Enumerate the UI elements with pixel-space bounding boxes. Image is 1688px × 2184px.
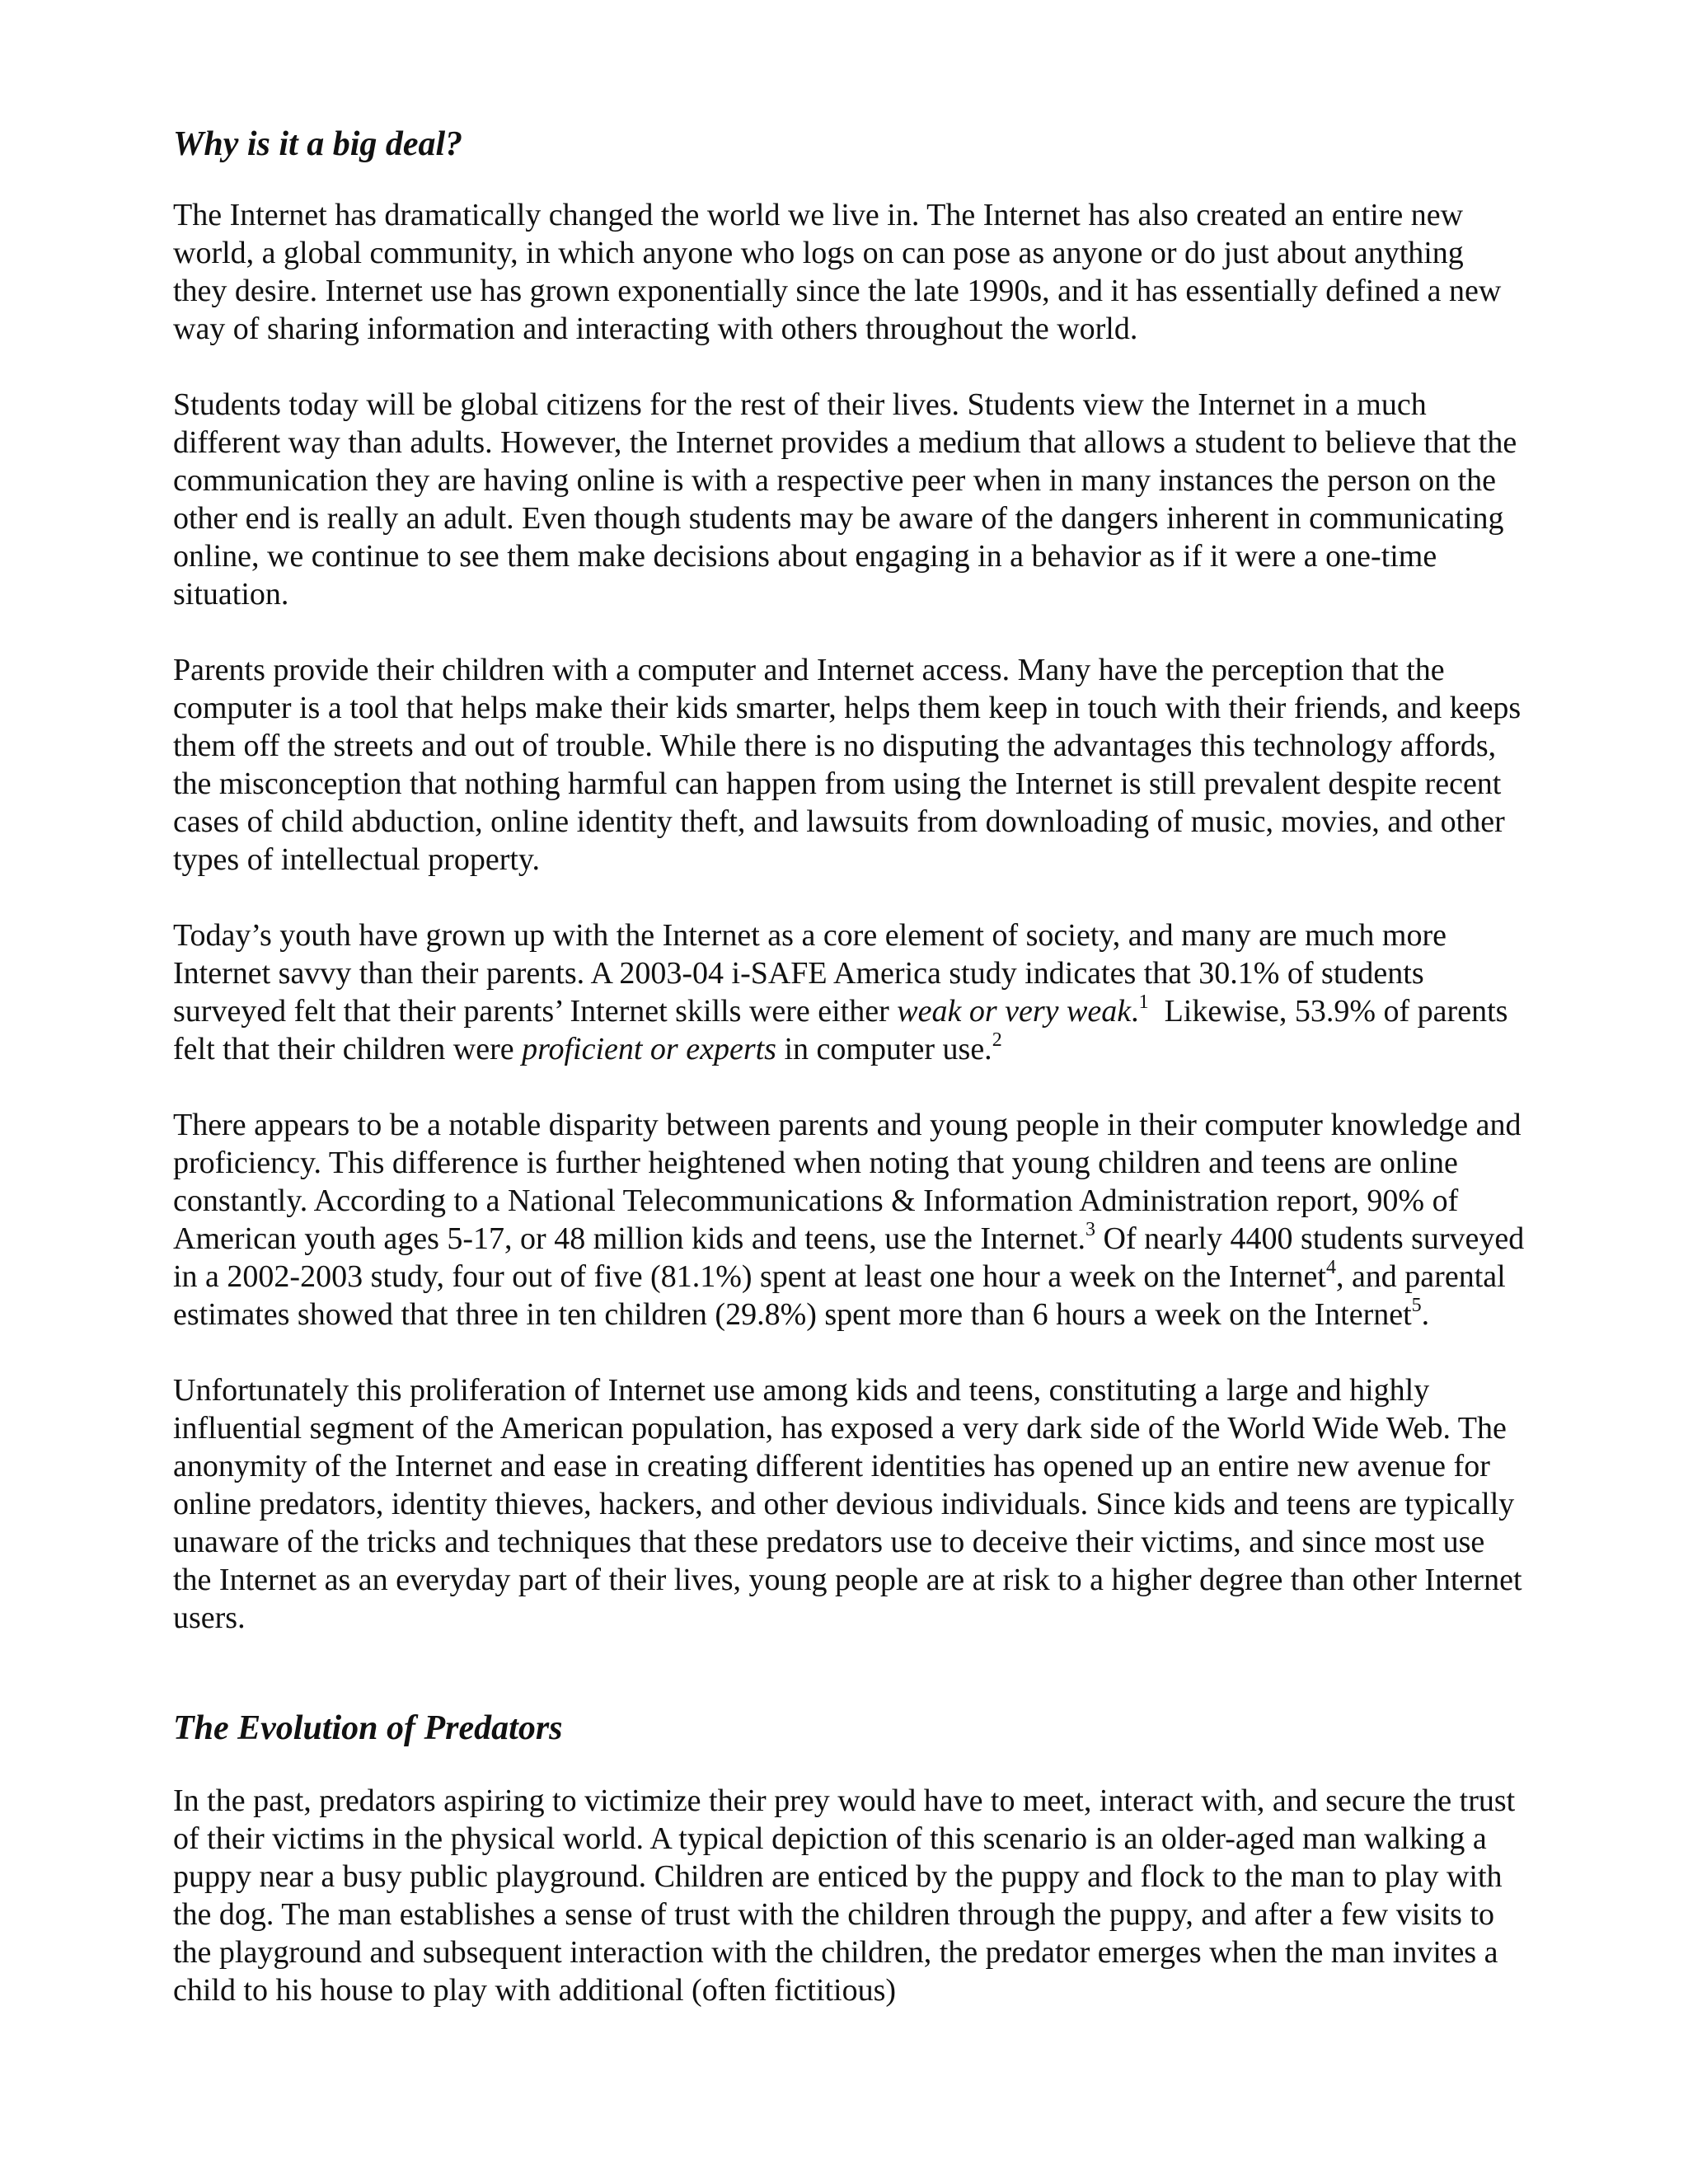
footnote-marker-4: 4 <box>1325 1257 1336 1279</box>
text-run: . <box>1131 994 1139 1029</box>
paragraph-notable-disparity <box>173 1106 1525 1333</box>
text-run: There appears to be a notable disparity between parents and young people in their computer knowledge and proficiency. This difference is further heightened when noting that young children and teens are online constantly. According to a National Telecommunications & Information Administration report, 90% of American youth ages 5-17, or 48 million kids and teens, use the Internet. <box>173 1108 1522 1256</box>
footnote-marker-5: 5 <box>1411 1295 1422 1317</box>
paragraph-proliferation-dark-side: Unfortunately this proliferation of Internet use among kids and teens, constituting a large and highly influential segment of the American population, has exposed a very dark side of the World Wide Web. The anonymity of the Internet and ease in creating different identities has opened up an entire new avenue for online predators, identity thieves, hackers, and other devious individuals. Since kids and teens are typically unaware of the tricks and techniques that these predators use to deceive their victims, and since most use the Internet as an everyday part of their lives, young people are at risk to a higher degree than other Internet users. <box>173 1373 1522 1635</box>
document-page <box>173 124 1525 2009</box>
text-run: Of nearly 4400 students surveyed in a 2002-2003 study, four out of five (81.1%) spent at least one hour a week on the Internet <box>173 1221 1525 1294</box>
text-run: , and parental estimates showed that three in ten children (29.8%) spent more than 6 hours a week on the Internet <box>173 1259 1506 1332</box>
emphasis-proficient-or-experts: proficient or experts <box>522 1032 776 1066</box>
text-run: in computer use. <box>776 1032 992 1066</box>
text-run: Likewise, 53.9% of parents felt that their children were <box>173 994 1516 1066</box>
section-heading-why-big-deal: Why is it a big deal? <box>173 125 463 163</box>
text-run: . <box>1421 1297 1430 1332</box>
footnote-marker-2: 2 <box>992 1029 1002 1052</box>
emphasis-weak-or-very-weak: weak or very weak <box>897 994 1132 1029</box>
paragraph-students-global-citizens: Students today will be global citizens for the rest of their lives. Students view the Internet in a much different way than adults. However, the Internet provides a medium that allows a student to believe that the communication they are having online is with a respective peer when in many instances the person on the other end is really an adult. Even though students may be aware of the dangers inherent in communicating online, we continue to see them make decisions about engaging in a behavior as if it were a one-time situation. <box>173 387 1517 612</box>
text-run: Today’s youth have grown up with the Internet as a core element of society, and many are much more Internet savvy than their parents. A 2003-04 i-SAFE America study indicates that 30.1% of students surveyed felt that their parents’ Internet skills were either <box>173 918 1447 1029</box>
paragraph-internet-changed-world: The Internet has dramatically changed the world we live in. The Internet has also created an entire new world, a global community, in which anyone who logs on can pose as anyone or do just about anything they desire. Internet use has grown exponentially since the late 1990s, and it has essentially defined a new way of sharing information and interacting with others throughout the world. <box>173 198 1502 346</box>
paragraph-predators-in-the-past: In the past, predators aspiring to victimize their prey would have to meet, interact with, and secure the trust of their victims in the physical world. A typical depiction of this scenario is an older-aged man walking a puppy near a busy public playground. Children are enticed by the puppy and flock to the man to play with the dog. The man establishes a sense of trust with the children through the puppy, and after a few visits to the playground and subsequent interaction with the children, the predator emerges when the man invites a child to his house to play with additional (often fictitious) <box>173 1783 1516 2008</box>
footnote-marker-1: 1 <box>1138 991 1149 1014</box>
paragraph-youth-internet-savvy <box>173 916 1525 1068</box>
footnote-marker-3: 3 <box>1085 1219 1096 1241</box>
paragraph-parents-provide-computers: Parents provide their children with a computer and Internet access. Many have the perception that the computer is a tool that helps make their kids smarter, helps them keep in touch with their friends, and keeps them off the streets and out of trouble. While there is no disputing the advantages this technology affords, the misconception that nothing harmful can happen from using the Internet is still prevalent despite recent cases of child abduction, online identity theft, and lawsuits from downloading of music, movies, and other types of intellectual property. <box>173 653 1522 877</box>
section-heading-evolution-of-predators: The Evolution of Predators <box>173 1709 563 1747</box>
